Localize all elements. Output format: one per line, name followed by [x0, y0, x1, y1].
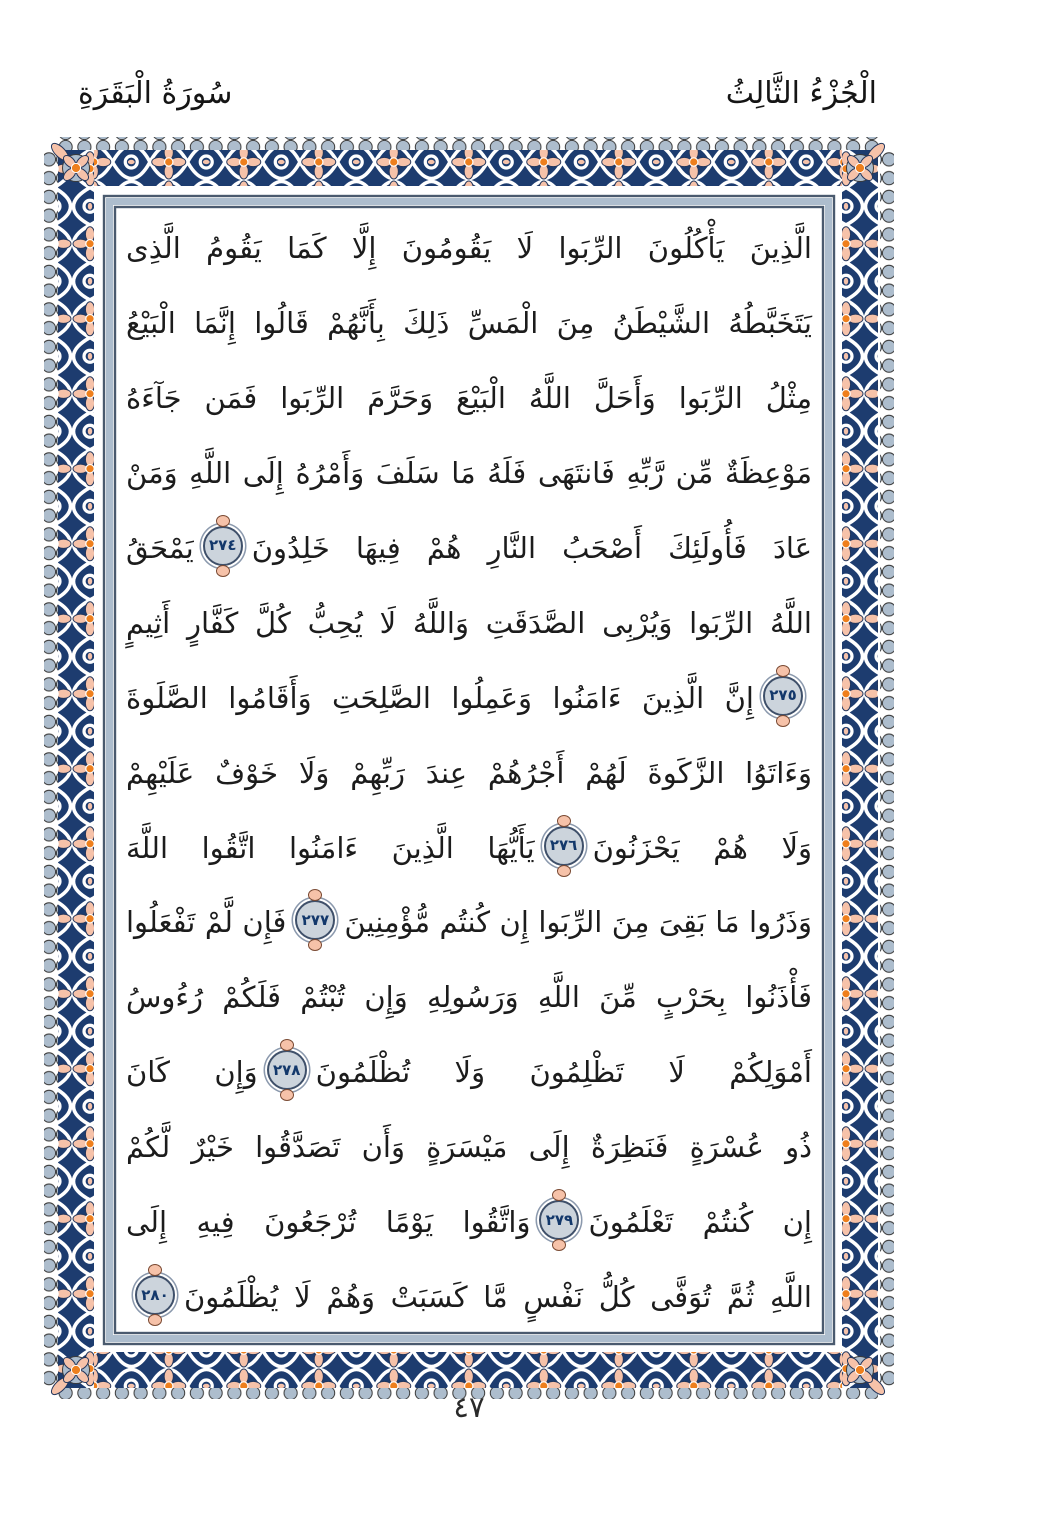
quran-text: ذُو عُسْرَةٍ فَنَظِرَةٌ إِلَى مَيْسَرَةٍ وَأَن تَصَدَّقُوا خَيْرٌ لَّكُمْ: [126, 1130, 812, 1165]
quran-text: وَءَاتَوُا الزَّكَوةَ لَهُمْ أَجْرُهُمْ عِندَ رَبِّهِمْ وَلَا خَوْفٌ عَلَيْهِمْ: [126, 755, 812, 790]
quran-line: [122, 434, 816, 509]
quran-text: وَإِن كَانَ: [126, 1055, 258, 1090]
quran-line: [122, 1033, 816, 1108]
quran-line: [122, 958, 816, 1033]
ayah-marker: ٢٧٨: [267, 1050, 307, 1090]
ayah-marker: ٢٧٧: [295, 900, 335, 940]
quran-line: [122, 1183, 816, 1258]
quran-text: يَمْحَقُ: [126, 530, 194, 565]
page-number: ٤٧: [453, 1390, 485, 1424]
quran-text: إِن كُنتُمْ تَعْلَمُونَ: [588, 1205, 812, 1240]
ayah-marker: ٢٧٤: [203, 526, 243, 566]
quran-line: [122, 809, 816, 884]
quran-text: يَتَخَبَّطُهُ الشَّيْطَنُ مِنَ الْمَسِّ ذَلِكَ بِأَنَّهُمْ قَالُوا إِنَّمَا الْبَيْعُ: [126, 305, 812, 340]
quran-line: [122, 659, 816, 734]
quran-text: إِنَّ الَّذِينَ ءَامَنُوا وَعَمِلُوا الصَّلِحَتِ وَأَقَامُوا الصَّلَوةَ: [126, 680, 754, 715]
quran-line: [122, 209, 816, 284]
quran-text: يَأَيُّهَا الَّذِينَ ءَامَنُوا اتَّقُوا اللَّهَ: [126, 830, 535, 865]
ayah-marker: ٢٧٩: [539, 1200, 579, 1240]
juz-title: الْجُزْءُ الثَّالِثُ: [725, 76, 877, 111]
ayah-marker: ٢٧٥: [763, 676, 803, 716]
quran-text: مِثْلُ الرِّبَوا وَأَحَلَّ اللَّهُ الْبَيْعَ وَحَرَّمَ الرِّبَوا فَمَن جَآءَهُ: [126, 380, 812, 415]
quran-text: أَمْوَلِكُمْ لَا تَظْلِمُونَ وَلَا تُظْلَمُونَ: [315, 1055, 812, 1090]
quran-line: [122, 284, 816, 359]
quran-text: وَذَرُوا مَا بَقِىَ مِنَ الرِّبَوا إِن كُنتُم مُّؤْمِنِينَ: [344, 905, 812, 940]
quran-line: [122, 509, 816, 584]
quran-line: [122, 1258, 816, 1333]
quran-text: عَادَ فَأُولَئِكَ أَصْحَبُ النَّارِ هُمْ فِيهَا خَلِدُونَ: [251, 530, 812, 565]
quran-text: اللَّهِ ثُمَّ تُوَفَّى كُلُّ نَفْسٍ مَّا كَسَبَتْ وَهُمْ لَا يُظْلَمُونَ: [184, 1280, 812, 1315]
ayah-marker: ٢٧٦: [544, 826, 584, 866]
quran-text: وَلَا هُمْ يَحْزَنُونَ: [592, 830, 812, 865]
quran-text: مَوْعِظَةٌ مِّن رَّبِّهِ فَانتَهَى فَلَهُ مَا سَلَفَ وَأَمْرُهُ إِلَى اللَّهِ وَمَنْ: [126, 455, 812, 490]
quran-text-block: [122, 209, 816, 1333]
quran-text: اللَّهُ الرِّبَوا وَيُرْبِى الصَّدَقَتِ وَاللَّهُ لَا يُحِبُّ كُلَّ كَفَّارٍ أَثِيمٍ: [126, 605, 812, 640]
ayah-marker: ٢٨٠: [135, 1275, 175, 1315]
surah-title: سُورَةُ الْبَقَرَةِ: [78, 76, 233, 111]
quran-text: فَإِن لَّمْ تَفْعَلُوا: [126, 905, 287, 940]
quran-line: [122, 883, 816, 958]
quran-line: [122, 1108, 816, 1183]
quran-line: [122, 359, 816, 434]
quran-text: فَأْذَنُوا بِحَرْبٍ مِّنَ اللَّهِ وَرَسُولِهِ وَإِن تُبْتُمْ فَلَكُمْ رُءُوسُ: [126, 980, 812, 1015]
quran-text: الَّذِينَ يَأْكُلُونَ الرِّبَوا لَا يَقُومُونَ إِلَّا كَمَا يَقُومُ الَّذِى: [126, 231, 812, 265]
quran-text: وَاتَّقُوا يَوْمًا تُرْجَعُونَ فِيهِ إِلَى: [126, 1205, 531, 1240]
quran-line: [122, 734, 816, 809]
quran-line: [122, 584, 816, 659]
